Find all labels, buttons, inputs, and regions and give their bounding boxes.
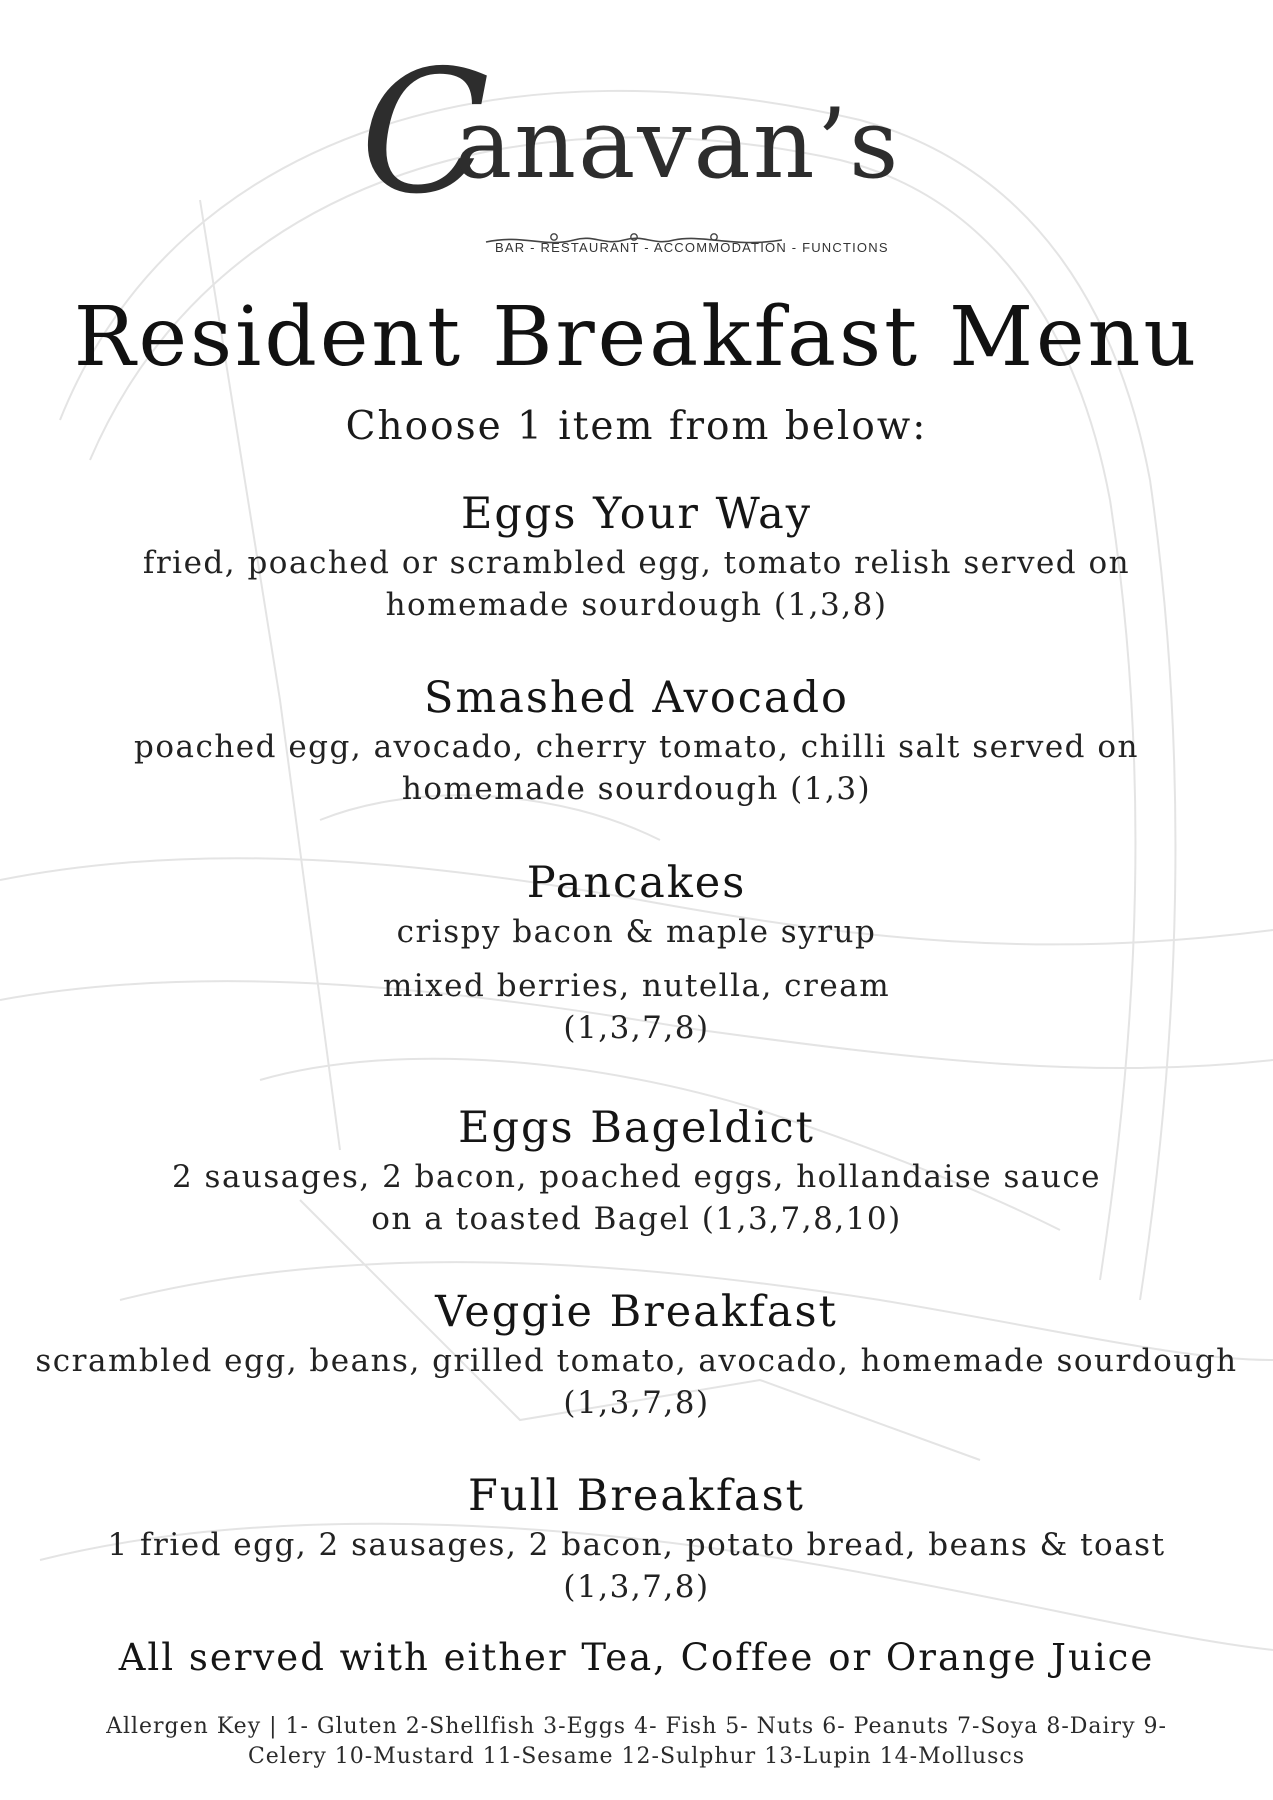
item-description: homemade sourdough (1,3) — [401, 771, 872, 807]
allergen-key-line: Celery 10-Mustard 11-Sesame 12-Sulphur 13-Lupin 14-Molluscs — [247, 1744, 1026, 1769]
item-description: homemade sourdough (1,3,8) — [385, 587, 888, 623]
menu-item-full-breakfast — [0, 1468, 1273, 1608]
item-description: mixed berries, nutella, cream — [382, 968, 891, 1004]
menu-title: Resident Breakfast Menu — [73, 290, 1200, 385]
item-name: Full Breakfast — [468, 1471, 805, 1521]
menu-subtitle: Choose 1 item from below: — [345, 404, 928, 449]
item-name: Veggie Breakfast — [435, 1287, 838, 1337]
served-with-note: All served with either Tea, Coffee or Orange Juice — [118, 1636, 1155, 1679]
item-name: Smashed Avocado — [424, 673, 849, 723]
item-allergens: (1,3,7,8) — [563, 1385, 710, 1421]
logo-wordmark: anavan’s — [455, 88, 901, 200]
item-description: poached egg, avocado, cherry tomato, chilli salt served on — [133, 729, 1140, 765]
menu-item-eggs-bageldict — [0, 1100, 1273, 1240]
item-description: crispy bacon & maple syrup — [396, 914, 877, 950]
item-description: fried, poached or scrambled egg, tomato relish served on — [142, 545, 1131, 581]
menu-item-veggie-breakfast — [0, 1284, 1273, 1424]
item-allergens: (1,3,7,8) — [563, 1010, 710, 1046]
logo-initial: C — [360, 34, 491, 232]
allergen-key — [0, 1712, 1273, 1772]
item-name: Eggs Your Way — [460, 489, 813, 539]
item-name: Eggs Bageldict — [458, 1103, 815, 1153]
flourish-divider-icon — [484, 228, 784, 252]
menu-item-smashed-avocado — [0, 670, 1273, 810]
item-description: 1 fried egg, 2 sausages, 2 bacon, potato bread, beans & toast — [107, 1527, 1166, 1563]
menu-item-pancakes — [0, 855, 1273, 1049]
item-description: on a toasted Bagel (1,3,7,8,10) — [371, 1201, 902, 1237]
logo-tagline: BAR - RESTAURANT - ACCOMMODATION - FUNCTIONS — [495, 240, 889, 255]
item-description: 2 sausages, 2 bacon, poached eggs, hollandaise sauce — [171, 1159, 1102, 1195]
item-name: Pancakes — [526, 858, 747, 908]
item-allergens: (1,3,7,8) — [563, 1569, 710, 1605]
item-description: scrambled egg, beans, grilled tomato, avocado, homemade sourdough — [35, 1343, 1238, 1379]
menu-item-eggs-your-way — [0, 486, 1273, 626]
allergen-key-line: Allergen Key | 1- Gluten 2-Shellfish 3-Eggs 4- Fish 5- Nuts 6- Peanuts 7-Soya 8-Dairy 9- — [106, 1714, 1167, 1739]
canavans-logo — [360, 34, 920, 258]
